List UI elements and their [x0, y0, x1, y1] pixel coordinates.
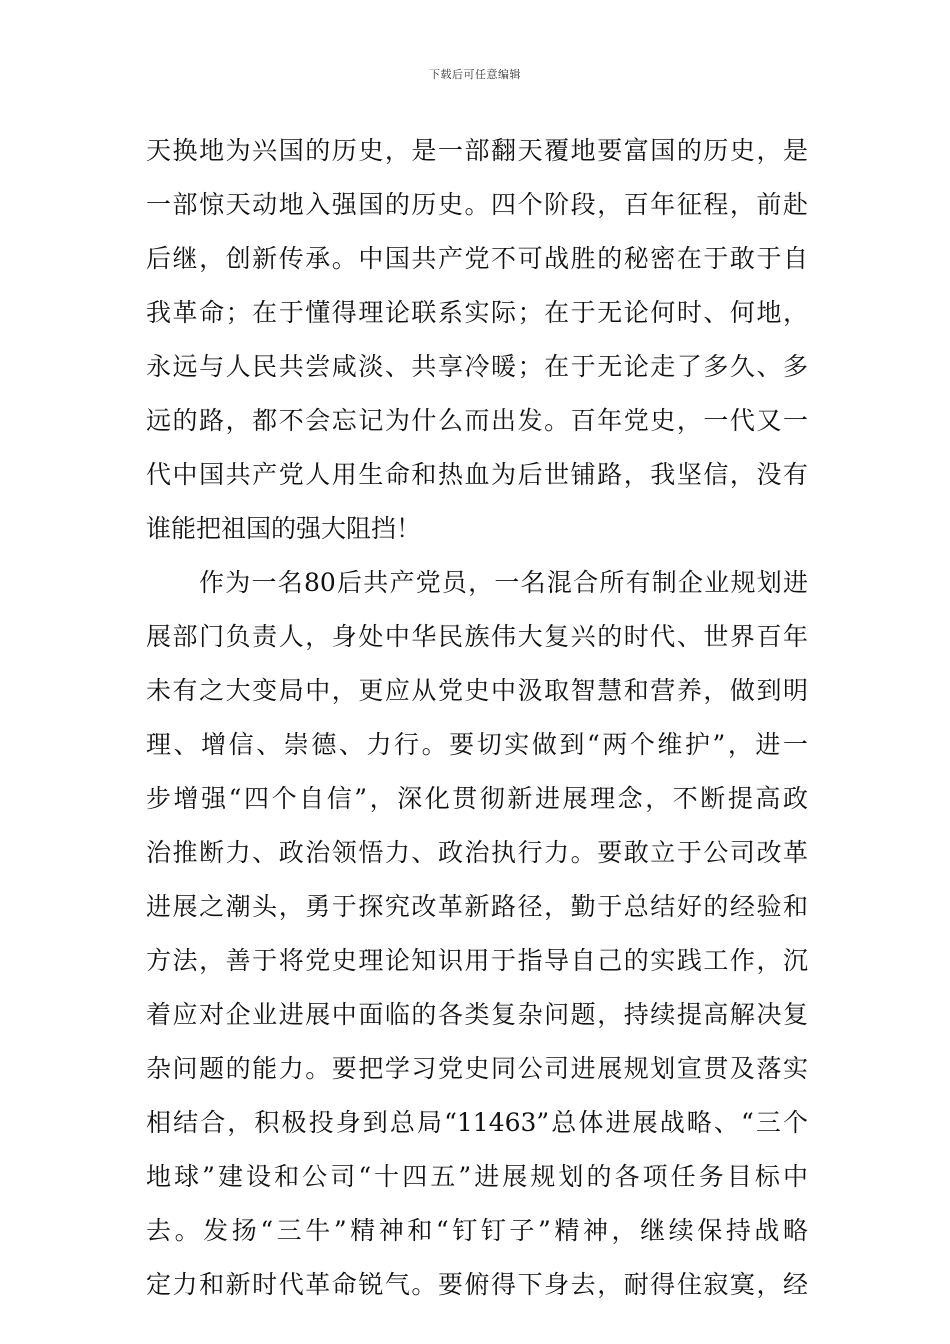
text-line: 杂问题的能力。要把学习党史同公司进展规划宣贯及落实 [146, 1054, 808, 1083]
text-line: 我革命；在于懂得理论联系实际；在于无论何时、何地， [146, 298, 808, 327]
text-line: 理、增信、崇德、力行。要切实做到“两个维护”，进一 [146, 730, 808, 759]
text-line: 方法，善于将党史理论知识用于指导自己的实践工作，沉 [146, 946, 808, 975]
text-line: 后继，创新传承。中国共产党不可战胜的秘密在于敢于自 [146, 244, 808, 273]
text-line: 地球”建设和公司“十四五”进展规划的各项任务目标中 [146, 1162, 808, 1191]
paragraph-first-line: 作为一名80后共产党员，一名混合所有制企业规划进 [199, 568, 808, 597]
text-line: 治推断力、政治领悟力、政治执行力。要敢立于公司改革 [146, 838, 808, 867]
text-line: 步增强“四个自信”，深化贯彻新进展理念，不断提高政 [146, 784, 808, 813]
document-body [146, 124, 808, 1312]
text-line: 天换地为兴国的历史，是一部翻天覆地要富国的历史，是 [146, 136, 808, 165]
text-line: 相结合，积极投身到总局“11463”总体进展战略、“三个 [146, 1108, 808, 1137]
page-header: 下载后可任意编辑 [429, 68, 521, 81]
text-line: 远的路，都不会忘记为什么而出发。百年党史，一代又一 [146, 406, 808, 435]
text-line: 展部门负责人，身处中华民族伟大复兴的时代、世界百年 [146, 622, 808, 651]
text-line: 一部惊天动地入强国的历史。四个阶段，百年征程，前赴 [146, 190, 808, 219]
text-line: 进展之潮头，勇于探究改革新路径，勤于总结好的经验和 [146, 892, 808, 921]
text-line: 未有之大变局中，更应从党史中汲取智慧和营养，做到明 [146, 676, 808, 705]
text-line: 去。发扬“三牛”精神和“钉钉子”精神，继续保持战略 [146, 1216, 808, 1245]
text-line: 代中国共产党人用生命和热血为后世铺路，我坚信，没有 [146, 460, 808, 489]
text-line: 着应对企业进展中面临的各类复杂问题，持续提高解决复 [146, 1000, 808, 1029]
text-line: 定力和新时代革命锐气。要俯得下身去，耐得住寂寞，经 [146, 1270, 808, 1299]
paragraph-end-line: 谁能把祖国的强大阻挡！ [146, 514, 422, 543]
text-line: 永远与人民共尝咸淡、共享冷暖；在于无论走了多久、多 [146, 352, 808, 381]
